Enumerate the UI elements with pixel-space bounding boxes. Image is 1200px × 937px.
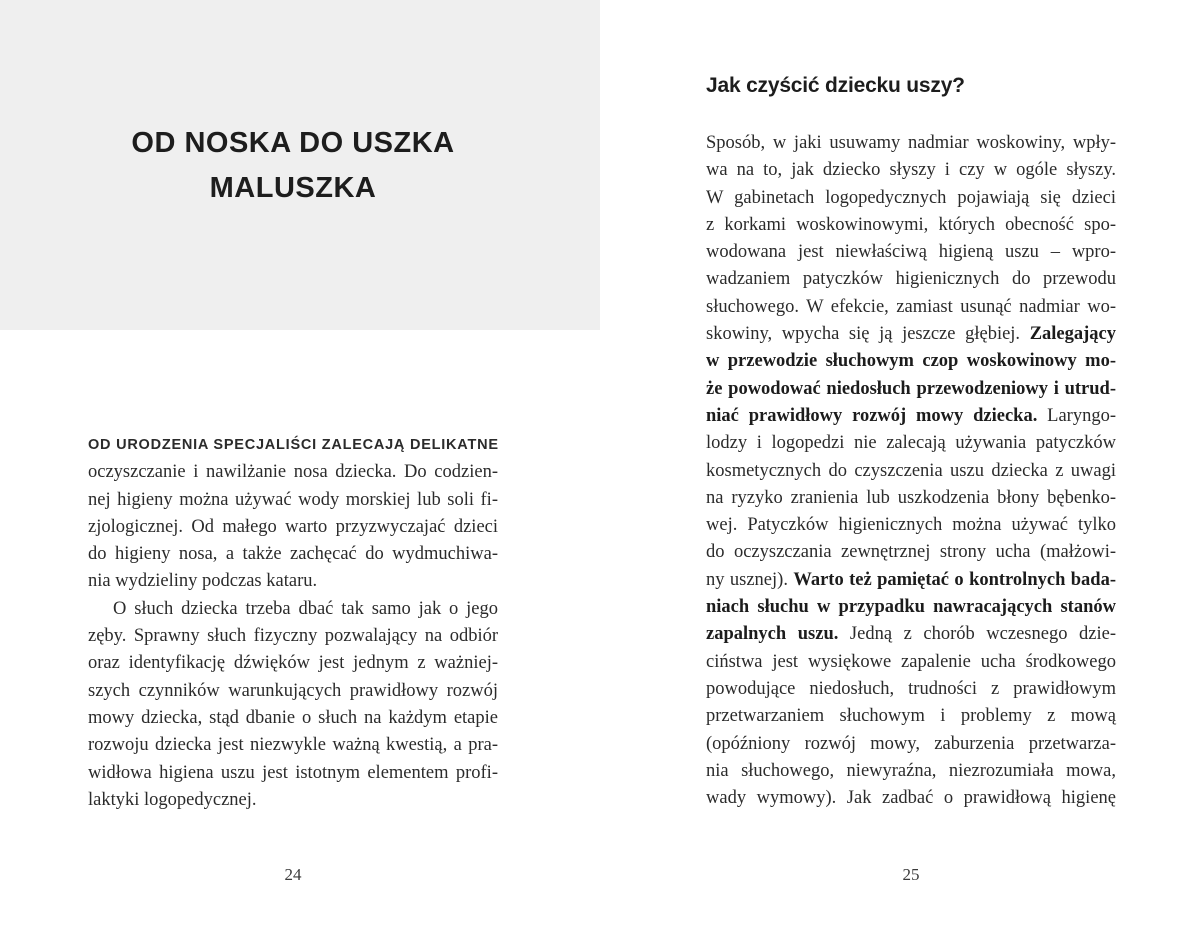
text-line-content [706,734,1116,754]
chapter-title [88,121,498,211]
text-line-content [706,297,1116,317]
text-line-content [88,490,498,510]
text-run: wa na to, jak dziecko słyszy i czy w ogóle słyszy. [706,160,1116,181]
text-line-content [706,624,1116,644]
text-line [88,705,498,732]
text-line [706,430,1116,457]
text-line-content [706,269,1116,289]
text-run: widłowa higiena uszu jest istotnym elementem profi- [88,762,498,783]
text-line-content [706,351,1116,371]
text-line [88,678,498,705]
text-line [706,157,1116,184]
right-page-text-column [706,130,1116,812]
text-line [706,485,1116,512]
text-line-content [706,215,1116,235]
text-run: nej higieny można używać wody morskiej lub soli fi- [88,489,498,510]
chapter-title-line-2: MALUSZKA [209,172,377,204]
text-run: lodzy i logopedzi nie zalecają używania patyczków [706,433,1116,454]
text-line [88,487,498,514]
text-run: nia słuchowego, niewyraźna, niezrozumiała mowa, [706,760,1116,781]
text-line [706,130,1116,157]
bold-text-run: że powodować niedosłuch przewodzeniowy i utrud- [706,378,1116,399]
text-line-content [706,515,1116,535]
text-line [88,760,498,787]
text-run: (opóźniony rozwój mowy, zaburzenia przetwarza- [706,733,1116,754]
text-line-content [88,517,498,537]
text-line [88,596,498,623]
text-line-content [88,708,498,728]
text-run: wodowana jest niewłaściwą higieną uszu – wpro- [706,242,1116,263]
text-line-content [706,706,1116,726]
text-line [706,239,1116,266]
text-line [706,621,1116,648]
bold-text-run: w przewodzie słuchowym czop woskowinowy mo- [706,351,1116,372]
left-page-number: 24 [284,865,302,884]
text-run: O słuch dziecka trzeba dbać tak samo jak o jego [113,598,498,619]
text-line-content [88,681,498,701]
section-heading: Jak czyścić dziecku uszy? [706,74,965,97]
text-line [706,321,1116,348]
text-line [706,348,1116,375]
text-line-content [706,542,1116,562]
text-line-content [706,652,1116,672]
text-line [88,568,498,595]
text-line-content [88,653,498,673]
text-line [706,212,1116,239]
text-run: ny usznej). [706,569,794,590]
text-line [706,512,1116,539]
text-run: zęby. Sprawny słuch fizyczny pozwalający na odbiór [88,626,498,647]
text-line [706,185,1116,212]
text-line [88,541,498,568]
text-line [88,623,498,650]
chapter-title-line-1: OD NOSKA DO USZKA [131,127,455,159]
text-line-content [706,406,1116,426]
text-line-content [706,597,1116,617]
bold-text-run: zapalnych uszu. [706,624,839,645]
text-run: słuchowego. W efekcie, zamiast usunąć nadmiar wo- [706,296,1116,317]
text-run: laktyki logopedycznej. [88,789,257,810]
text-line-content [706,461,1116,481]
text-line [706,676,1116,703]
text-line-content [113,599,498,619]
text-line [88,432,498,459]
text-line-content [88,544,498,564]
text-line-content [88,735,498,755]
text-line [88,514,498,541]
text-run: Jedną z chorób wczesnego dzie- [838,624,1116,645]
text-run: OD URODZENIA SPECJALIŚCI ZALECAJĄ DELIKATNE [88,437,499,453]
text-run: mowy dziecka, stąd dbanie o słuch na każdym etapie [88,707,498,728]
text-line-content [88,763,498,783]
text-line [706,294,1116,321]
text-line [706,758,1116,785]
text-line [706,458,1116,485]
text-run: zjologicznej. Od małego warto przyzwyczajać dzieci [88,516,498,537]
text-run: rozwoju dziecka jest niezwykle ważną kwestią, a pra- [88,735,498,756]
text-line-content [88,437,499,453]
text-line [706,266,1116,293]
text-line [706,539,1116,566]
text-line [706,403,1116,430]
text-line [706,376,1116,403]
text-run: przetwarzaniem słuchowym i problemy z mową [706,706,1116,727]
text-run: wej. Patyczków higienicznych można używać tylko [706,515,1116,536]
text-line-content [706,324,1116,344]
text-line-content [88,790,257,810]
text-line [706,703,1116,730]
text-line-content [706,242,1116,262]
text-run: oczyszczanie i nawilżanie nosa dziecka. Do codzien- [88,462,498,483]
bold-text-run: niach słuchu w przypadku nawracających stanów [706,597,1116,618]
text-line-content [706,570,1116,590]
text-line [706,594,1116,621]
text-line-content [706,133,1116,153]
text-run: wady wymowy). Jak zadbać o prawidłową higienę [706,788,1116,809]
text-line [706,731,1116,758]
text-run: z korkami woskowinowymi, których obecność spo- [706,214,1116,235]
text-run: W gabinetach logopedycznych pojawiają się dzieci [706,187,1116,208]
text-run: na ryzyko zranienia lub uszkodzenia błony bębenko- [706,487,1116,508]
text-line [706,785,1116,812]
text-line-content [706,679,1116,699]
text-line-content [706,433,1116,453]
text-run: Laryngo- [1037,405,1116,426]
text-run: kosmetycznych do czyszczenia uszu dziecka z uwagi [706,460,1116,481]
text-line-content [88,462,498,482]
text-line-content [706,188,1116,208]
text-line-content [706,488,1116,508]
text-run: powodujące niedosłuch, trudności z prawidłowym [706,678,1116,699]
text-run: ciństwa jest wysiękowe zapalenie ucha środkowego [706,651,1116,672]
text-run: nia wydzieliny podczas kataru. [88,571,318,592]
text-run: Sposób, w jaki usuwamy nadmiar woskowiny, wpły- [706,133,1116,153]
text-line-content [706,379,1116,399]
right-page-number: 25 [902,865,920,884]
text-line [706,649,1116,676]
bold-text-run: Warto też pamiętać o kontrolnych bada- [793,569,1116,590]
text-line [88,650,498,677]
text-line-content [88,571,317,591]
text-line [88,459,498,486]
text-line-content [88,626,498,646]
text-run: do higieny nosa, a także zachęcać do wydmuchiwa- [88,544,498,565]
text-line [88,732,498,759]
text-run: skowiny, wpycha się ją jeszcze głębiej. [706,324,1030,345]
text-line-content [706,761,1116,781]
text-run: wadzaniem patyczków higienicznych do przewodu [706,269,1116,290]
text-line [706,567,1116,594]
text-run: szych czynników warunkujących prawidłowy rozwój [88,680,498,701]
text-line-content [706,788,1116,808]
left-page-text-column [88,432,498,814]
bold-text-run: Zalegający [1029,324,1116,345]
text-run: oraz identyfikację dźwięków jest jednym z ważniej- [88,653,498,674]
bold-text-run: niać prawidłowy rozwój mowy dziecka. [706,405,1038,426]
text-run: do oczyszczania zewnętrznej strony ucha (małżowi- [706,542,1116,563]
text-line-content [706,160,1116,180]
text-line [88,787,498,814]
